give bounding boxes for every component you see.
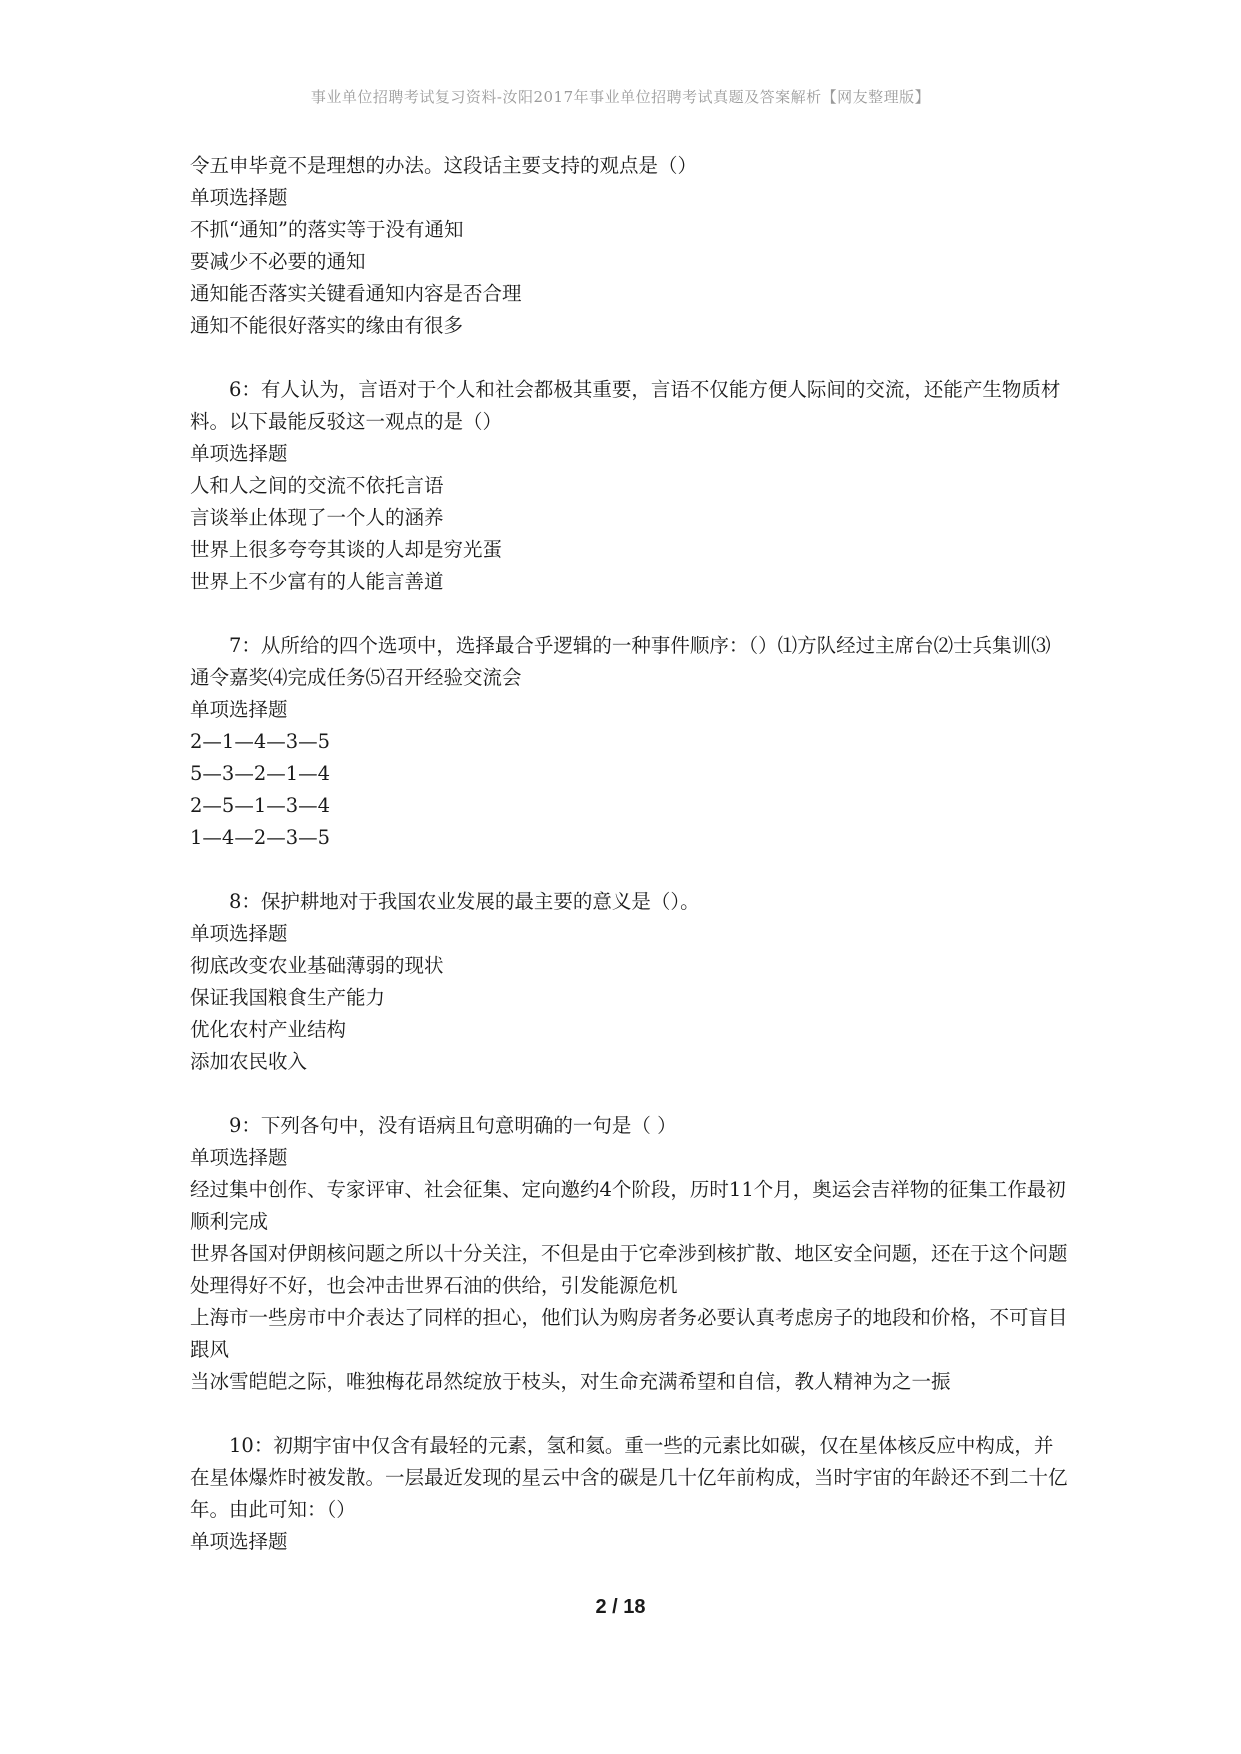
option: 经过集中创作、专家评审、社会征集、定向邀约4个阶段，历时11个月，奥运会吉祥物的征集工作最初顺利完成 xyxy=(190,1178,1066,1233)
document-body xyxy=(190,150,1070,1558)
question-stem: 8：保护耕地对于我国农业发展的最主要的意义是（）。 xyxy=(229,890,700,913)
question-type: 单项选择题 xyxy=(190,442,288,465)
option: 通知能否落实关键看通知内容是否合理 xyxy=(190,282,522,305)
question-stem: 10：初期宇宙中仅含有最轻的元素，氢和氦。重一些的元素比如碳，仅在星体核反应中构成，并在星体爆炸时被发散。一层最近发现的星云中含的碳是几十亿年前构成，当时宇宙的年龄还不到二十亿年。由此可知：（） xyxy=(190,1434,1068,1521)
option: 保证我国粮食生产能力 xyxy=(190,986,386,1009)
option: 优化农村产业结构 xyxy=(190,1018,347,1041)
option: 人和人之间的交流不依托言语 xyxy=(190,474,444,497)
question-type: 单项选择题 xyxy=(190,186,288,209)
option: 彻底改变农业基础薄弱的现状 xyxy=(190,954,444,977)
option: 言谈举止体现了一个人的涵养 xyxy=(190,506,444,529)
question-type: 单项选择题 xyxy=(190,1146,288,1169)
page-header: 事业单位招聘考试复习资料-汝阳2017年事业单位招聘考试真题及答案解析【网友整理版】 xyxy=(310,88,931,106)
page-number: 2 / 18 xyxy=(595,1596,646,1618)
option: 2—1—4—3—5 xyxy=(190,730,331,753)
option: 世界上很多夸夸其谈的人却是穷光蛋 xyxy=(190,538,503,561)
question-stem-continuation: 令五申毕竟不是理想的办法。这段话主要支持的观点是（） xyxy=(190,154,698,177)
option: 要减少不必要的通知 xyxy=(190,250,366,273)
option: 通知不能很好落实的缘由有很多 xyxy=(190,314,464,337)
question-type: 单项选择题 xyxy=(190,698,288,721)
question-type: 单项选择题 xyxy=(190,1530,288,1553)
option: 世界上不少富有的人能言善道 xyxy=(190,570,444,593)
question-type: 单项选择题 xyxy=(190,922,288,945)
question-stem: 7：从所给的四个选项中，选择最合乎逻辑的一种事件顺序：（）⑴方队经过主席台⑵士兵集训⑶通令嘉奖⑷完成任务⑸召开经验交流会 xyxy=(190,634,1051,689)
option: 上海市一些房市中介表达了同样的担心，他们认为购房者务必要认真考虑房子的地段和价格，不可盲目跟风 xyxy=(190,1306,1068,1361)
option: 2—5—1—3—4 xyxy=(190,794,331,817)
option: 世界各国对伊朗核问题之所以十分关注，不但是由于它牵涉到核扩散、地区安全问题，还在于这个问题处理得好不好，也会冲击世界石油的供给，引发能源危机 xyxy=(190,1242,1068,1297)
option: 1—4—2—3—5 xyxy=(190,826,331,849)
question-stem: 6：有人认为，言语对于个人和社会都极其重要，言语不仅能方便人际间的交流，还能产生物质材料。以下最能反驳这一观点的是（） xyxy=(190,378,1061,433)
option: 添加农民收入 xyxy=(190,1050,308,1073)
option: 不抓“通知”的落实等于没有通知 xyxy=(190,218,464,241)
option: 当冰雪皑皑之际，唯独梅花昂然绽放于枝头，对生命充满希望和自信，教人精神为之一振 xyxy=(190,1370,951,1393)
option: 5—3—2—1—4 xyxy=(190,762,331,785)
question-stem: 9：下列各句中，没有语病且句意明确的一句是（ ） xyxy=(229,1114,677,1137)
